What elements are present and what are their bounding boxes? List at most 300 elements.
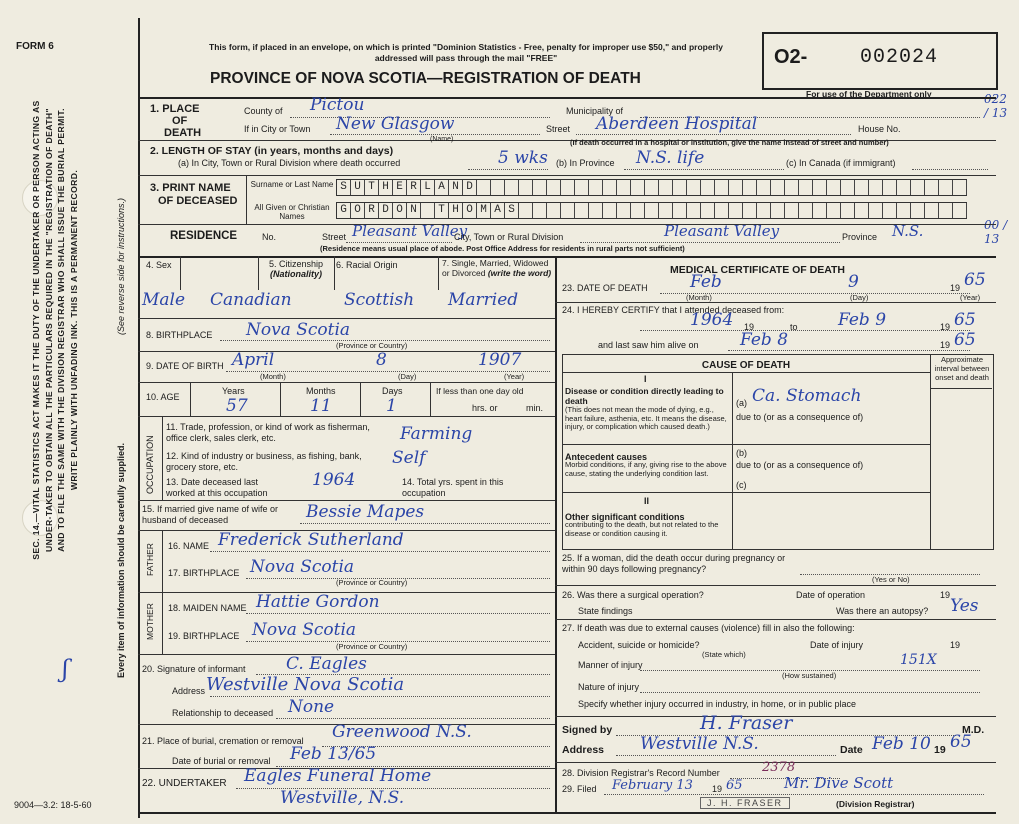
relationship-label: Relationship to deceased <box>172 708 274 718</box>
residence-label: RESIDENCE <box>170 230 238 242</box>
relationship-value: None <box>288 697 335 717</box>
name-letter-box <box>673 203 687 218</box>
name-letter-box <box>617 180 631 195</box>
death-date-label: 23. DATE OF DEATH <box>562 283 648 293</box>
place-label: 1. PLACE OF DEATH <box>150 103 202 139</box>
rule <box>180 256 181 290</box>
name-letter-box <box>547 180 561 195</box>
rule <box>138 175 996 176</box>
name-letter-box <box>869 203 883 218</box>
dotted-rule <box>468 169 548 170</box>
surname-label: Surname or Last Name <box>250 180 334 189</box>
nature-label: Nature of injury <box>578 682 640 692</box>
name-letter-box: R <box>365 203 379 218</box>
name-letter-box <box>631 180 645 195</box>
autopsy-label: Was there an autopsy? <box>836 606 929 616</box>
name-letter-box <box>883 203 897 218</box>
dotted-rule <box>246 613 550 614</box>
stay-c-label: (c) In Canada (if immigrant) <box>786 158 896 168</box>
rule <box>438 256 439 290</box>
name-letter-box <box>953 180 967 195</box>
residence-city-value: Pleasant Valley <box>664 222 780 240</box>
undertaker-name: Eagles Funeral Home <box>244 766 432 786</box>
month-sub: (Month) <box>260 372 286 381</box>
name-letter-box: O <box>463 203 477 218</box>
antecedent-note: Morbid conditions, if any, giving rise to the above cause, stating the underlying condition last. <box>565 460 727 478</box>
name-letter-box <box>631 203 645 218</box>
physician-address-label: Address <box>562 744 605 756</box>
name-letter-box <box>897 180 911 195</box>
q28-label: 28. Division Registrar's Record Number <box>562 768 720 778</box>
occ-11-label: 11. Trade, profession, or kind of work as fisherman, office clerk, sales clerk, etc. <box>166 422 370 443</box>
name-letter-box: A <box>491 203 505 218</box>
attended-to: Feb 9 <box>838 310 887 330</box>
cause-a-label: (a) <box>736 398 747 408</box>
due-to-b: due to (or as a consequence of) <box>736 460 864 470</box>
manner-mark: 151X <box>900 652 937 668</box>
name-letter-box <box>589 180 603 195</box>
postage-note: This form, if placed in an envelope, on which is printed "Dominion Statistics - Free, penalty for improper use $50," and properly addressed will pass through the mail "FREE" <box>209 42 723 63</box>
accident-label: Accident, suicide or homicide? <box>578 640 700 650</box>
street-label: Street <box>546 124 571 134</box>
sign-date-label: Date <box>840 744 863 756</box>
name-letter-box: O <box>351 203 365 218</box>
informant-label: 20. Signature of informant <box>142 664 246 674</box>
name-letter-box <box>939 180 953 195</box>
sex-value: Male <box>142 290 186 310</box>
occ-12-value: Self <box>392 448 426 468</box>
rule <box>162 530 163 592</box>
signed-label: Signed by <box>562 724 613 736</box>
cause-heading: CAUSE OF DEATH <box>701 360 791 371</box>
burial-date: Feb 13/65 <box>290 744 377 764</box>
dotted-rule <box>604 794 984 795</box>
citizenship-value: Canadian <box>210 290 292 310</box>
attended-from: 1964 <box>690 310 734 330</box>
residence-street-label: Street <box>322 232 347 242</box>
rule <box>162 416 163 500</box>
father-bp-value: Nova Scotia <box>250 557 355 577</box>
department-note: For use of the Department only <box>806 89 932 99</box>
name-letter-box <box>701 203 715 218</box>
how-sustained-sub: (How sustained) <box>782 671 837 680</box>
rule <box>562 492 930 493</box>
dotted-rule <box>912 169 988 170</box>
county-label: County of <box>244 106 283 116</box>
name-letter-box <box>813 203 827 218</box>
name-letter-box <box>953 203 967 218</box>
stay-b-label: (b) In Province <box>556 158 615 168</box>
age-label: 10. AGE <box>146 392 180 402</box>
name-letter-box <box>855 203 869 218</box>
roman-two: II <box>644 496 650 506</box>
name-letter-box <box>841 203 855 218</box>
form-title: PROVINCE OF NOVA SCOTIA—REGISTRATION OF DEATH <box>210 70 641 87</box>
name-letter-box <box>799 180 813 195</box>
autopsy-value: Yes <box>950 596 979 616</box>
dotted-rule <box>210 696 550 697</box>
law-notice: SEC. 14.—VITAL STATISTICS ACT MAKES IT THE DUTY OF THE UNDERTAKER OR PERSON ACTING AS UNDER-TAKER TO OBTAIN ALL THE PARTICULARS REQUIRED IN THE "REGISTRATION OF DEATH" AND TO FILE THE SAME WITH THE DIVISION REGISTRAR WHO SHALL ISSUE THE BURIAL PERMIT. WRITE PLAINLY WITH UNFADING INK. THIS IS A PERMANENT RECORD. <box>31 100 79 560</box>
occ-14-label: 14. Total yrs. spent in this occupation <box>402 477 504 498</box>
to-year-prefix: 19 <box>940 322 951 332</box>
name-letter-box: H <box>449 203 463 218</box>
op-year-prefix: 19 <box>940 590 951 600</box>
name-letter-box: G <box>337 203 351 218</box>
death-month-sub: (Month) <box>686 293 712 302</box>
name-letter-box <box>519 180 533 195</box>
death-year-prefix: 19 <box>950 283 961 293</box>
dotted-rule <box>330 134 540 135</box>
occ-13-label: 13. Date deceased last worked at this occupation <box>166 477 268 498</box>
name-letter-box <box>855 180 869 195</box>
occ-11-value: Farming <box>400 424 473 444</box>
stay-a-value: 5 wks <box>498 148 548 168</box>
rule <box>562 372 930 373</box>
filed-year-prefix: 19 <box>712 784 723 794</box>
hrs-label: hrs. or <box>472 403 498 413</box>
name-letter-box <box>519 203 533 218</box>
municipality-label: Municipality of <box>566 106 624 116</box>
name-letter-box <box>603 180 617 195</box>
q27-label: 27. If death was due to external causes (violence) fill in also the following: <box>562 623 855 633</box>
undertaker-address: Westville, N.S. <box>280 788 405 808</box>
hospital-note: (If death occurred in a hospital or institution, give the name instead of street and number) <box>570 138 889 147</box>
racial-value: Scottish <box>344 290 415 310</box>
death-day-sub: (Day) <box>850 293 869 302</box>
reverse-note: (See reverse side for instructions.) <box>116 197 126 335</box>
last-seen-date: Feb 8 <box>740 330 789 350</box>
rule <box>162 592 163 654</box>
name-letter-box: L <box>421 180 435 195</box>
attended-to-year: 65 <box>954 310 976 330</box>
sign-year-prefix: 19 <box>934 744 946 756</box>
rule <box>732 372 733 549</box>
age-years: 57 <box>226 396 248 416</box>
rule <box>930 388 992 389</box>
city-value: New Glasgow <box>336 114 455 134</box>
name-letter-box <box>589 203 603 218</box>
to-label: to <box>790 322 798 332</box>
days-label: Days <box>382 386 403 396</box>
name-letter-box <box>911 203 925 218</box>
name-letter-box: H <box>379 180 393 195</box>
name-letter-box <box>925 203 939 218</box>
residence-province-label: Province <box>842 232 878 242</box>
rule <box>138 382 555 383</box>
rule <box>360 382 361 416</box>
rule <box>930 354 931 549</box>
op-date-label: Date of operation <box>796 590 866 600</box>
name-letter-box: S <box>505 203 519 218</box>
q29-label: 29. Filed <box>562 784 597 794</box>
father-side-label: FATHER <box>145 543 155 576</box>
dob-label: 9. DATE OF BIRTH <box>146 361 224 371</box>
rule <box>138 224 996 225</box>
name-letter-box <box>645 180 659 195</box>
name-letter-box <box>477 180 491 195</box>
racial-label: 6. Racial Origin <box>336 260 398 270</box>
name-letter-box <box>645 203 659 218</box>
name-letter-box: S <box>337 180 351 195</box>
name-letter-box <box>827 180 841 195</box>
citizenship-label: 5. Citizenship (Nationality) <box>268 259 324 279</box>
cause-a-value: Ca. Stomach <box>752 386 862 406</box>
years-label: Years <box>222 386 245 396</box>
name-letter-box <box>533 180 547 195</box>
name-letter-box <box>743 180 757 195</box>
name-letter-box <box>897 203 911 218</box>
name-letter-box: E <box>393 180 407 195</box>
rule <box>280 382 281 416</box>
name-letter-box <box>561 203 575 218</box>
name-letter-box <box>673 180 687 195</box>
supply-note: Every item of information should be carefully supplied. <box>116 442 126 678</box>
interval-heading: Approximate interval between onset and death <box>934 355 990 382</box>
disease-note: (This does not mean the mode of dying, e.g., heart failure, asthenia, etc. It means the disease, injury, or complication which caused death.) <box>565 405 727 431</box>
certify-label: 24. I HEREBY CERTIFY that I attended deceased from: <box>562 305 785 315</box>
less-than-label: If less than one day old <box>436 386 524 396</box>
q25-label: 25. If a woman, did the death occur during pregnancy or within 90 days following pregnancy? <box>562 553 786 574</box>
q26-label: 26. Was there a surgical operation? <box>562 590 704 600</box>
name-letter-box <box>421 203 435 218</box>
md-label: M.D. <box>962 724 985 736</box>
marital-label: 7. Single, Married, Widowed or Divorced (write the word) <box>442 258 552 278</box>
house-label: House No. <box>858 124 901 134</box>
rule <box>562 444 930 445</box>
dotted-rule <box>580 242 840 243</box>
dotted-rule <box>576 134 851 135</box>
name-letter-box <box>617 203 631 218</box>
name-letter-box <box>561 180 575 195</box>
filed-year: 65 <box>726 778 743 793</box>
mother-side-label: MOTHER <box>145 603 155 640</box>
dotted-rule <box>276 718 550 719</box>
yes-no-sub: (Yes or No) <box>872 575 910 584</box>
name-sub: (Name) <box>430 136 454 143</box>
rule <box>138 318 555 319</box>
rule <box>334 256 335 290</box>
age-months: 11 <box>310 396 332 416</box>
name-letter-box <box>743 203 757 218</box>
rule <box>138 500 555 501</box>
name-letter-box <box>533 203 547 218</box>
name-letter-box <box>785 203 799 218</box>
name-letter-box <box>883 180 897 195</box>
name-letter-box <box>827 203 841 218</box>
findings-label: State findings <box>578 606 633 616</box>
birthplace-value: Nova Scotia <box>246 320 351 340</box>
name-letter-box <box>491 180 505 195</box>
father-name-label: 16. NAME <box>168 541 210 551</box>
months-label: Months <box>306 386 336 396</box>
frame-left-rule <box>138 18 140 818</box>
burial-place: Greenwood N.S. <box>332 722 472 742</box>
name-letter-box <box>729 180 743 195</box>
county-value: Pictou <box>310 95 365 115</box>
antecedent-label: Antecedent causes <box>565 452 648 462</box>
father-bp-sub: (Province or Country) <box>336 578 408 587</box>
record-number: 2378 <box>762 760 796 775</box>
name-letter-box <box>911 180 925 195</box>
rule <box>555 302 996 303</box>
name-letter-box <box>925 180 939 195</box>
rule <box>555 619 996 620</box>
margin-mark: ʃ <box>62 655 69 683</box>
father-name-value: Frederick Sutherland <box>218 530 404 550</box>
burial-date-label: Date of burial or removal <box>172 756 271 766</box>
name-letter-box <box>757 203 771 218</box>
dotted-rule <box>616 755 836 756</box>
name-letter-box <box>687 203 701 218</box>
name-letter-box <box>785 180 799 195</box>
residence-city-label: City, Town or Rural Division <box>454 232 564 242</box>
dotted-rule <box>624 169 784 170</box>
name-letter-box: T <box>435 203 449 218</box>
occ-13-value: 1964 <box>312 470 356 490</box>
birthplace-label: 8. BIRTHPLACE <box>146 330 213 340</box>
residence-street-value: Pleasant Valley <box>352 222 468 240</box>
name-letter-box <box>813 180 827 195</box>
dotted-rule <box>640 330 970 331</box>
name-letter-box: M <box>477 203 491 218</box>
mother-maiden-label: 18. MAIDEN NAME <box>168 603 247 613</box>
name-letter-box <box>603 203 617 218</box>
name-letter-box: A <box>435 180 449 195</box>
name-letter-box <box>575 203 589 218</box>
physician-signature: H. Fraser <box>700 712 793 734</box>
year-sub: (Year) <box>504 372 525 381</box>
sex-label: 4. Sex <box>146 260 172 270</box>
due-to-a: due to (or as a consequence of) <box>736 412 864 422</box>
name-letter-box <box>659 180 673 195</box>
name-letter-box: U <box>351 180 365 195</box>
rule <box>138 812 996 814</box>
name-letter-box: D <box>463 180 477 195</box>
roman-one: I <box>644 374 647 384</box>
residence-note: (Residence means usual place of abode. Post Office Address for residents in rural parts not sufficient) <box>320 244 685 253</box>
state-which-sub: (State which) <box>702 650 746 659</box>
disease-label: Disease or condition directly leading to death <box>565 386 724 406</box>
name-label: 3. PRINT NAME OF DECEASED <box>150 182 238 207</box>
residence-province-value: N.S. <box>892 222 924 240</box>
given-label: All Given or Christian Names <box>254 203 330 221</box>
death-month: Feb <box>690 272 722 292</box>
injury-date-label: Date of injury <box>810 640 864 650</box>
death-day: 9 <box>848 272 859 292</box>
name-letter-box <box>505 180 519 195</box>
mother-maiden-value: Hattie Gordon <box>256 592 380 612</box>
name-letter-box: T <box>365 180 379 195</box>
name-letter-box: N <box>407 203 421 218</box>
stay-label: 2. LENGTH OF STAY (in years, months and days) <box>150 145 394 157</box>
city-label: If in City or Town <box>244 124 311 134</box>
cause-c-label: (c) <box>736 480 747 490</box>
name-letter-box <box>575 180 589 195</box>
rule <box>138 97 996 99</box>
birthplace-sub: (Province or Country) <box>336 341 408 350</box>
marital-value: Married <box>448 290 519 310</box>
injury-year-prefix: 19 <box>950 640 961 650</box>
name-letter-box <box>799 203 813 218</box>
name-letter-box <box>547 203 561 218</box>
name-letter-box <box>841 180 855 195</box>
informant-address: Westville Nova Scotia <box>206 674 405 695</box>
undertaker-label: 22. UNDERTAKER <box>142 778 227 789</box>
reg-number: 002024 <box>860 46 939 69</box>
sign-date: Feb 10 <box>872 734 931 754</box>
sign-year: 65 <box>950 732 972 752</box>
registrar-stamp: J. H. FRASER <box>700 797 790 809</box>
rule <box>430 382 431 416</box>
mother-bp-value: Nova Scotia <box>252 620 357 640</box>
last-seen-label: and last saw him alive on <box>598 340 699 350</box>
dob-day: 8 <box>376 350 387 370</box>
dob-year: 1907 <box>478 350 522 370</box>
dotted-rule <box>728 350 970 351</box>
name-letter-box <box>771 203 785 218</box>
name-letter-box <box>771 180 785 195</box>
stay-a-label: (a) In City, Town or Rural Division where death occurred <box>178 158 401 168</box>
medical-heading: MEDICAL CERTIFICATE OF DEATH <box>670 264 845 276</box>
specify-label: Specify whether injury occurred in industry, in home, or in public place <box>578 699 856 709</box>
informant-address-label: Address <box>172 686 206 696</box>
occupation-side-label: OCCUPATION <box>145 435 155 494</box>
name-letter-box <box>659 203 673 218</box>
spouse-label: 15. If married give name of wife or husband of deceased <box>142 504 279 525</box>
burial-label: 21. Place of burial, cremation or removal <box>142 736 304 746</box>
name-letter-box <box>715 180 729 195</box>
dotted-rule <box>640 692 980 693</box>
name-letter-box: N <box>449 180 463 195</box>
spouse-value: Bessie Mapes <box>306 502 425 522</box>
name-letter-box <box>757 180 771 195</box>
margin-code-mid: 00 / 13 <box>984 218 1008 246</box>
occ-12-label: 12. Kind of industry or business, as fishing, bank, grocery store, etc. <box>166 451 362 472</box>
name-letter-box <box>715 203 729 218</box>
name-letter-box <box>939 203 953 218</box>
manner-label: Manner of injury <box>578 660 643 670</box>
surname-boxes <box>336 179 967 196</box>
rule <box>138 256 996 258</box>
registrar-sub: (Division Registrar) <box>836 799 915 809</box>
mother-bp-label: 19. BIRTHPLACE <box>168 631 240 641</box>
dotted-rule <box>300 523 550 524</box>
name-letter-box <box>701 180 715 195</box>
dob-month: April <box>232 350 275 370</box>
death-year: 65 <box>964 270 986 290</box>
street-value: Aberdeen Hospital <box>596 114 758 134</box>
rule <box>246 175 247 224</box>
rule <box>555 585 996 586</box>
rule <box>190 382 191 416</box>
margin-code-top: 022 / 13 <box>984 92 1008 120</box>
residence-no-label: No. <box>262 232 277 242</box>
filed-place: Mr. Dive Scott <box>784 774 894 792</box>
name-letter-box <box>869 180 883 195</box>
name-letter-box <box>687 180 701 195</box>
given-boxes <box>336 202 967 219</box>
last-year-prefix: 19 <box>940 340 951 350</box>
registration-number-box <box>762 32 998 90</box>
name-letter-box: O <box>393 203 407 218</box>
age-days: 1 <box>386 396 397 416</box>
name-letter-box <box>729 203 743 218</box>
informant-signature: C. Eagles <box>286 654 367 674</box>
footer-code: 9004—3.2: 18-5-60 <box>14 800 92 810</box>
filed-date: February 13 <box>612 778 693 793</box>
form-id: FORM 6 <box>16 41 54 52</box>
death-year-sub: (Year) <box>960 293 981 302</box>
